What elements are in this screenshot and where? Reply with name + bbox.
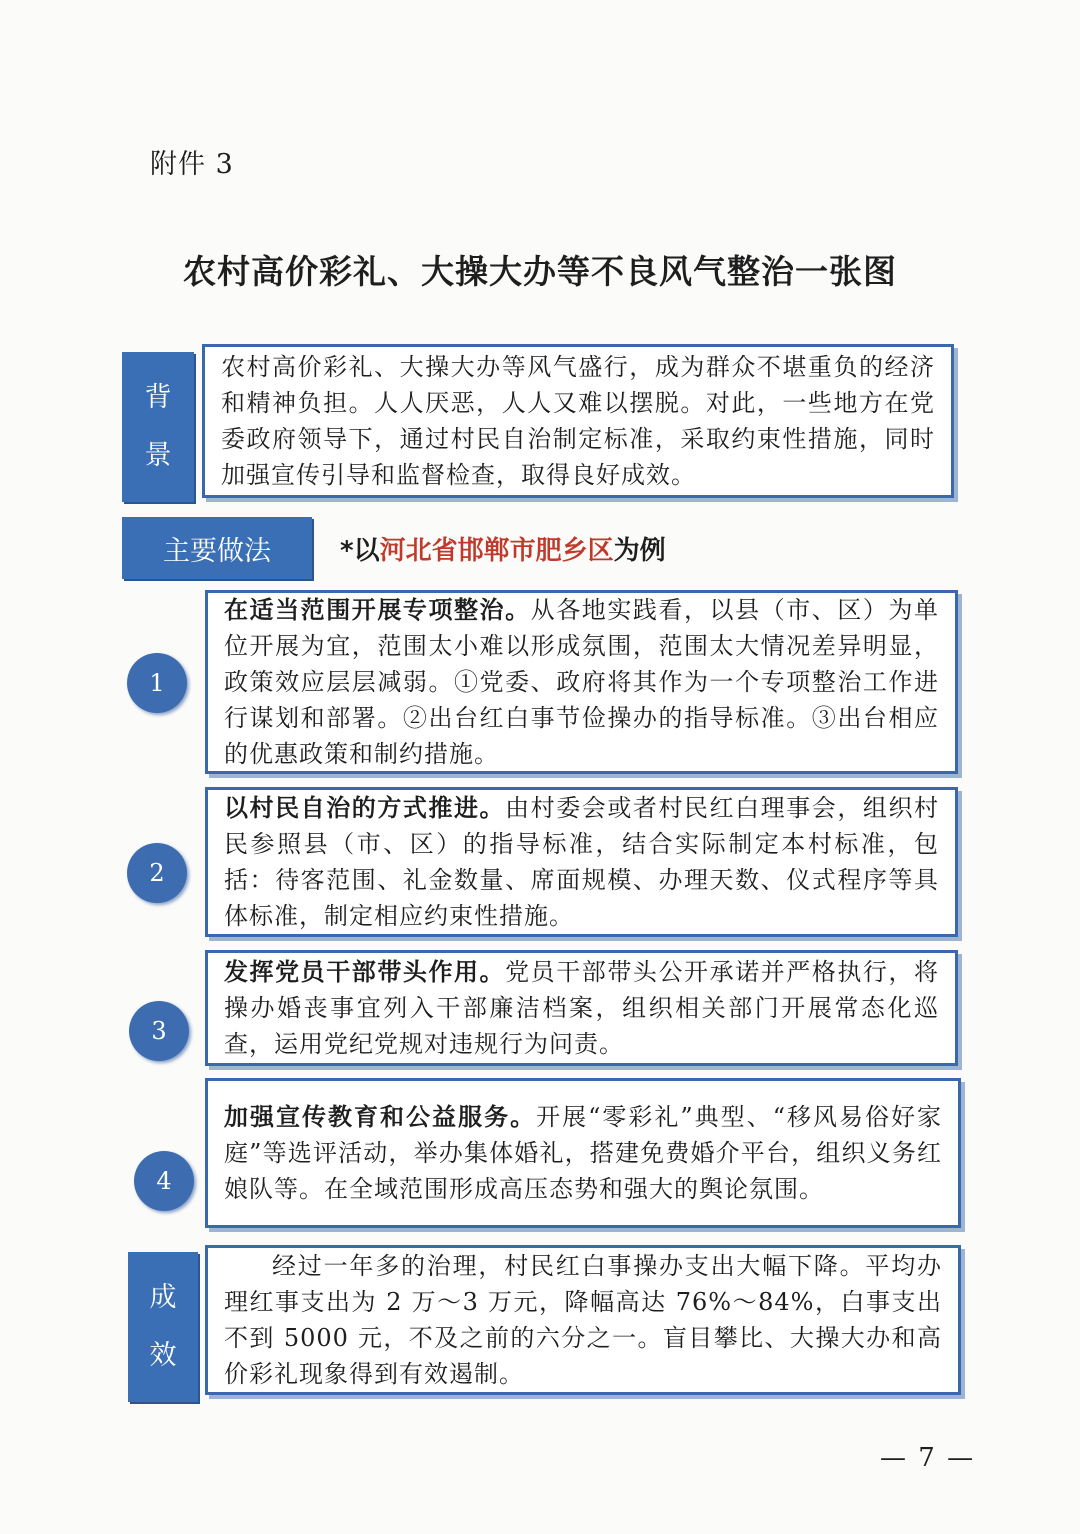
method-lead-1: 在适当范围开展专项整治。 [224,596,531,624]
method-text-2 [224,790,939,934]
example-note [340,530,666,567]
method-number-2: 2 [127,843,187,903]
background-label-char-1: 背 [144,382,172,413]
method-body-1: 从各地实践看，以县（市、区）为单位开展为宜，范围太小难以形成氛围，范围太大情况差异明显，政策效应层层减弱。①党委、政府将其作为一个专项整治工作进行谋划和部署。②出台红白事节俭操办的指导标准。③出台相应的优惠政策和制约措施。 [224,596,940,768]
results-label-char-1: 成 [149,1282,177,1313]
method-number-1: 1 [127,653,187,713]
results-label [128,1252,198,1402]
method-number-4: 4 [134,1151,194,1211]
example-region: 河北省邯郸市肥乡区 [379,536,614,566]
page-number: — 7 — [880,1443,976,1473]
document-title: 农村高价彩礼、大操大办等不良风气整治一张图 [183,252,897,291]
method-box-4 [205,1078,961,1228]
background-text: 农村高价彩礼、大操大办等风气盛行，成为群众不堪重负的经济和精神负担。人人厌恶，人人又难以摆脱。对此，一些地方在党委政府领导下，通过村民自治制定标准，采取约束性措施，同时加强宣传引导和监督检查，取得良好成效。 [221,353,935,489]
method-box-1 [205,590,958,774]
results-text [224,1248,942,1392]
method-body-2: 由村委会或者村民红白理事会，组织村民参照县（市、区）的指导标准，结合实际制定本村标准，包括：待客范围、礼金数量、席面规模、办理天数、仪式程序等具体标准，制定相应约束性措施。 [224,794,940,930]
results-label-char-2: 效 [149,1340,177,1371]
method-lead-2: 以村民自治的方式推进。 [224,794,506,822]
example-note-prefix: *以 [340,536,380,566]
method-text-3 [224,954,939,1062]
background-box [202,344,954,498]
example-note-suffix: 为例 [613,536,666,566]
method-text-1 [224,592,939,772]
results-body: 经过一年多的治理，村民红白事操办支出大幅下降。平均办理红事支出为 2 万～3 万元，降幅高达 76%～84%，白事支出不到 5000 元，不及之前的六分之一。盲目攀比、大操大办和高价彩礼现象得到有效遏制。 [224,1252,942,1388]
method-text-4 [224,1099,942,1207]
background-label-char-2: 景 [144,440,172,471]
background-label [122,352,194,502]
method-box-2 [205,787,958,937]
attachment-label: 附件 3 [150,149,234,180]
method-body-3: 党员干部带头公开承诺并严格执行，将操办婚丧事宜列入干部廉洁档案，组织相关部门开展常态化巡查，运用党纪党规对违规行为问责。 [224,958,940,1058]
method-lead-4: 加强宣传教育和公益服务。 [224,1103,537,1131]
method-number-3: 3 [129,1001,189,1061]
methods-label: 主要做法 [122,517,312,579]
results-box [205,1245,961,1395]
method-body-4: 开展“零彩礼”典型、“移风易俗好家庭”等选评活动，举办集体婚礼，搭建免费婚介平台，组织义务红娘队等。在全域范围形成高压态势和强大的舆论氛围。 [224,1103,943,1203]
method-box-3 [205,950,958,1066]
method-lead-3: 发挥党员干部带头作用。 [224,958,506,986]
